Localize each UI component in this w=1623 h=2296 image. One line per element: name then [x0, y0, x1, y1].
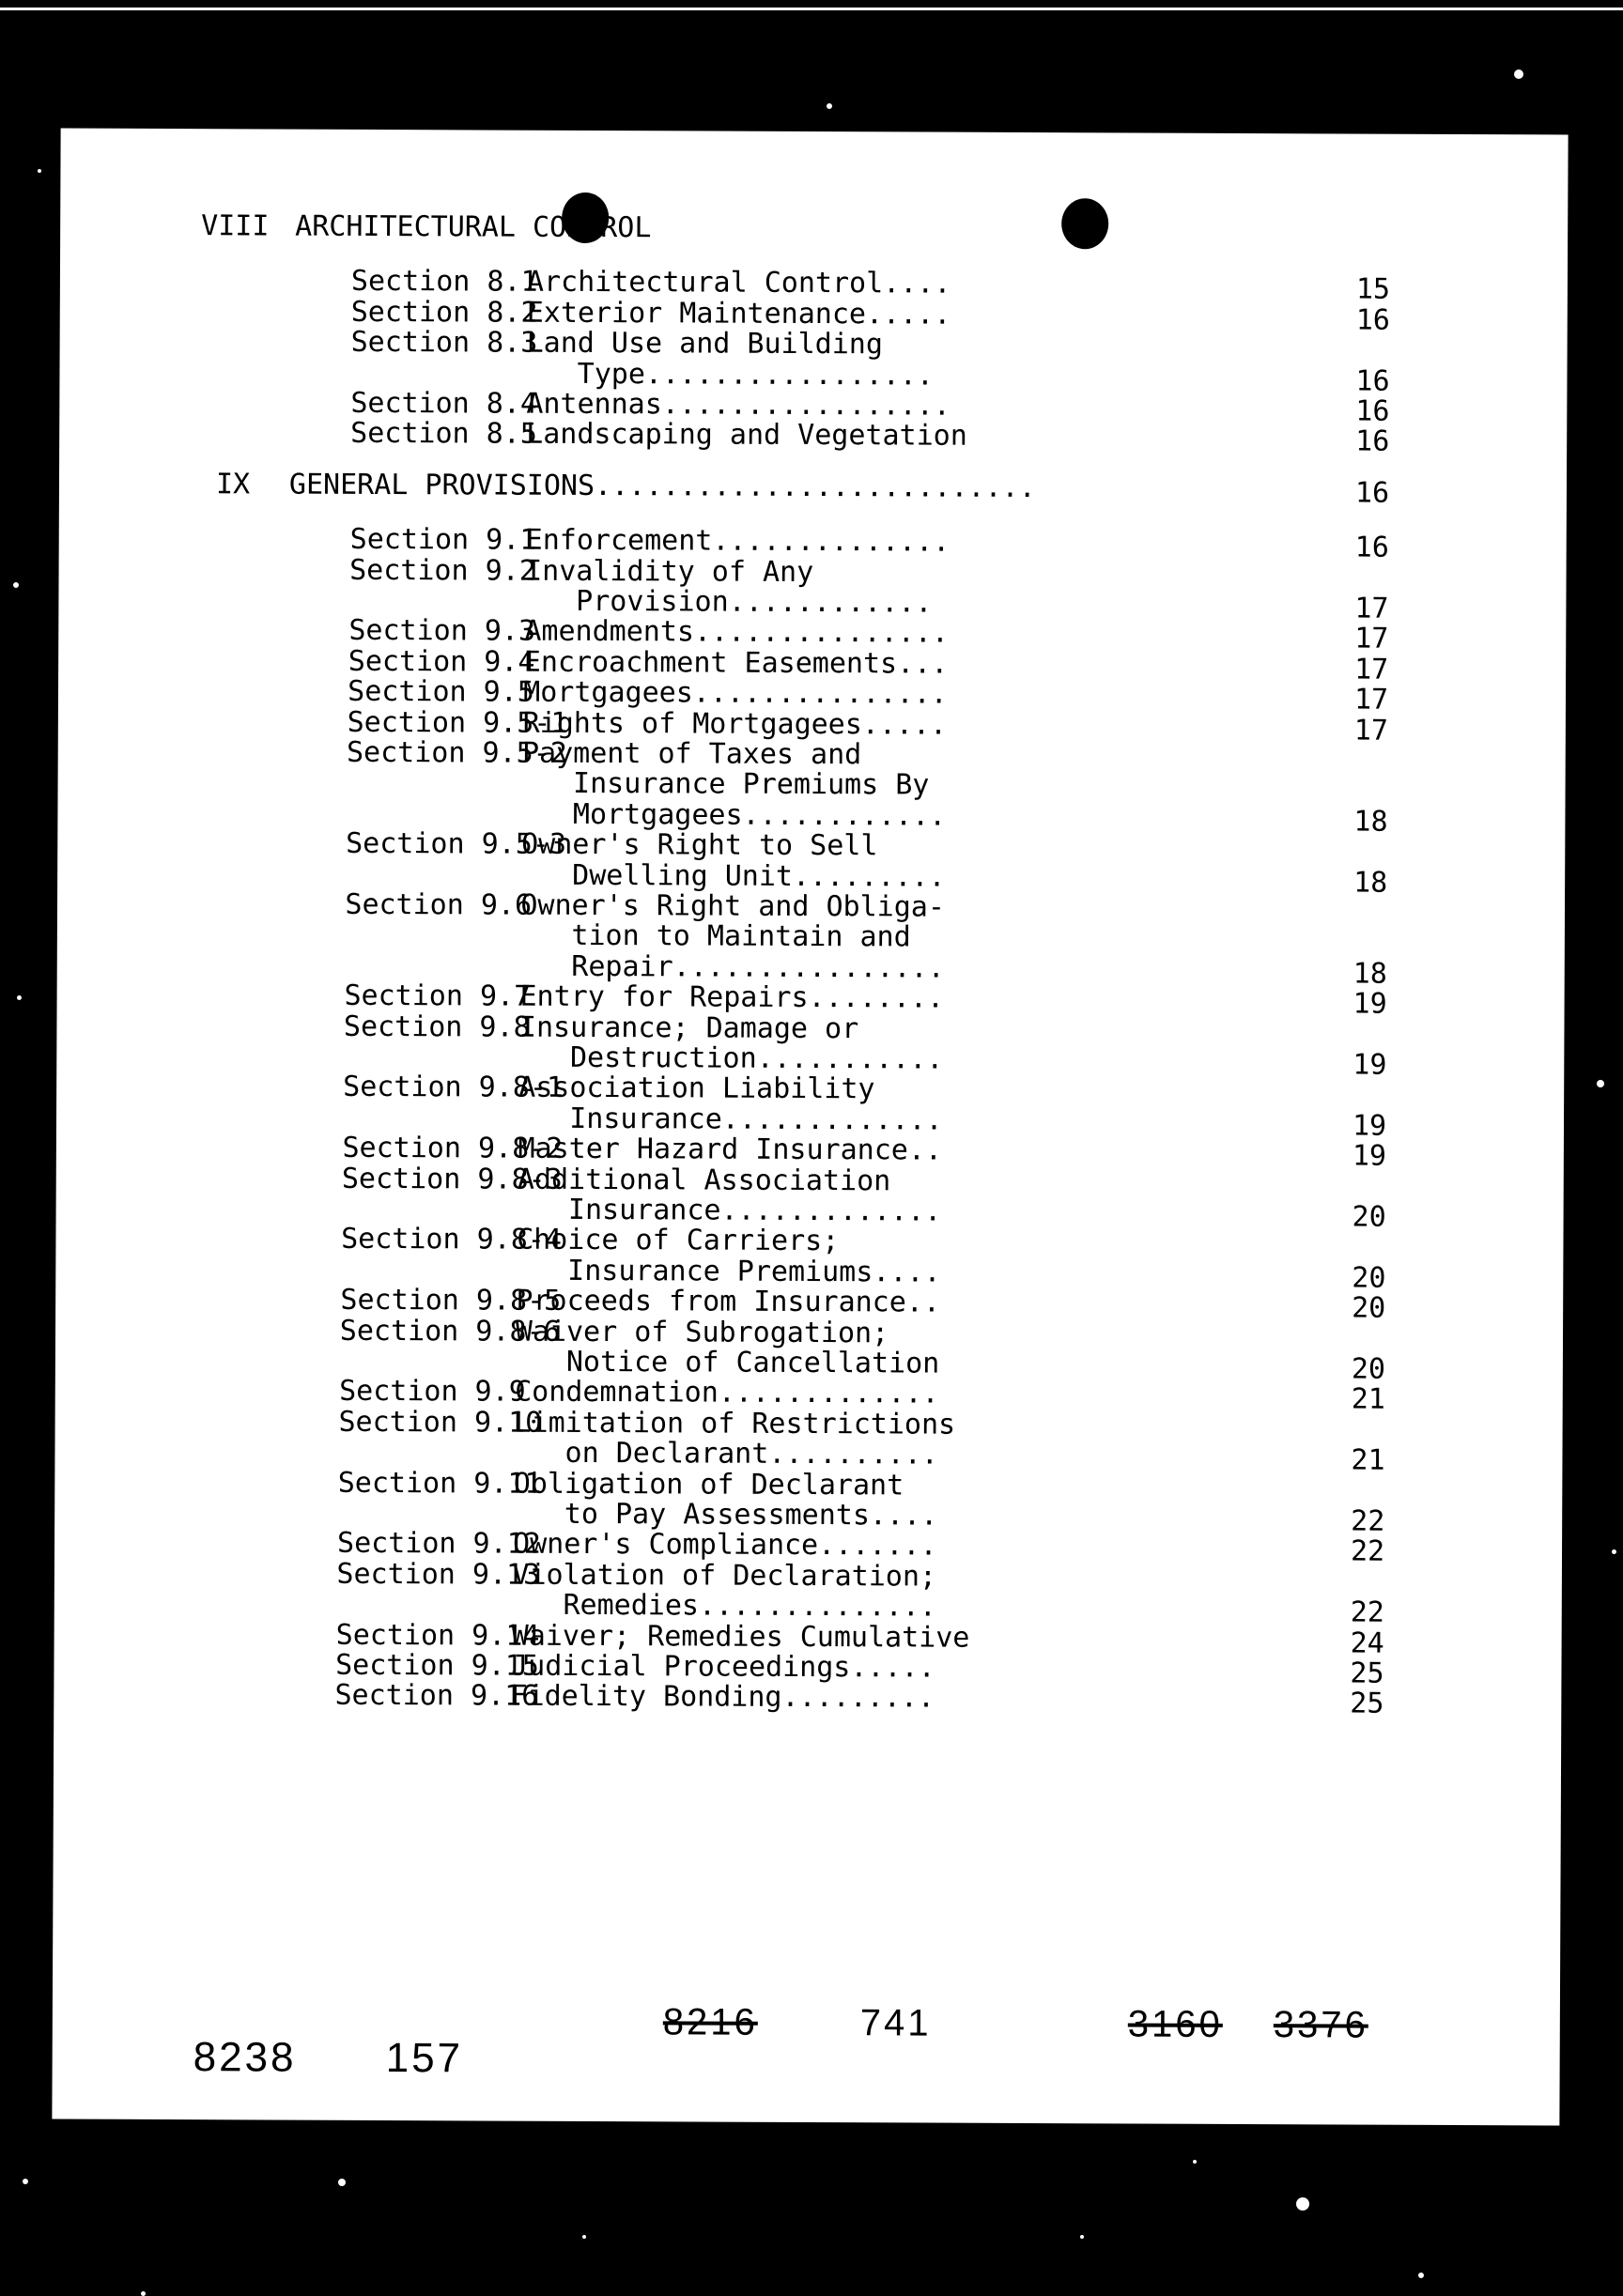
section-title-line: on Declarant..........	[514, 1436, 938, 1472]
section-title-line: Insurance.............	[518, 1102, 943, 1137]
section-title-line: Choice of Carriers;	[517, 1224, 840, 1258]
struck-book-number-2: 3160	[1127, 2003, 1223, 2045]
section-page-number: 17	[1354, 622, 1389, 656]
section-title-line: Waiver of Subrogation;	[515, 1315, 889, 1349]
section-page-number: 19	[1352, 1139, 1387, 1173]
section-page-number: 18	[1353, 866, 1388, 900]
section-label: Section 9.6	[345, 887, 533, 922]
section-page-number: 17	[1353, 714, 1389, 747]
section-title-line: Payment of Taxes and	[521, 736, 862, 772]
section-title-line: Mortgagees............	[521, 797, 947, 833]
section-title-line: Rights of Mortgagees.....	[522, 706, 948, 742]
scan-speck	[141, 2291, 146, 2296]
section-title-line: Dwelling Unit.........	[520, 858, 946, 894]
scan-speck	[1296, 2197, 1309, 2211]
section-title-line: Entry for Repairs........	[519, 979, 945, 1015]
section-page-number: 16	[1355, 394, 1390, 428]
section-page-number: 18	[1353, 805, 1388, 839]
section-title-line: Destruction...........	[518, 1040, 944, 1076]
scan-speck	[1514, 69, 1523, 79]
section-title-line: Encroachment Easements...	[523, 645, 949, 681]
section-title-line: Mortgagees...............	[523, 675, 948, 711]
section-page-number: 16	[1355, 424, 1390, 459]
section-label: Section 9.8-3	[341, 1162, 563, 1196]
section-label: Section 9.9	[339, 1375, 526, 1410]
section-title-line: Notice of Cancellation	[515, 1345, 940, 1380]
section-label: Section 9.13	[336, 1557, 541, 1592]
section-page-number: 25	[1350, 1657, 1384, 1690]
section-label: Section 9.16	[334, 1679, 539, 1714]
section-page-number: 22	[1350, 1534, 1385, 1569]
section-title-line: Limitation of Restrictions	[514, 1406, 956, 1441]
section-page-number: 21	[1351, 1443, 1385, 1477]
section-page-number: 19	[1352, 1109, 1387, 1143]
document-page	[52, 129, 1568, 2126]
section-page-number: 16	[1355, 364, 1390, 398]
section-title-line: tion to Maintain and	[520, 919, 911, 954]
section-label: Section 9.2	[349, 553, 536, 588]
section-title-line: Judicial Proceedings.....	[511, 1649, 935, 1685]
scan-speck	[23, 2179, 28, 2184]
section-page-number: 22	[1350, 1595, 1384, 1629]
section-label: Section 8.5	[350, 417, 537, 452]
section-label: Section 9.8-4	[341, 1223, 563, 1257]
article-page-number: 16	[1354, 476, 1390, 510]
section-label: Section 8.1	[350, 265, 538, 300]
section-title-line: Architectural Control....	[526, 266, 951, 301]
section-label: Section 9.5-1	[347, 705, 568, 740]
scan-speck	[338, 2179, 346, 2186]
section-page-number: 20	[1352, 1261, 1386, 1295]
section-title-line: Association Liability	[518, 1071, 875, 1106]
section-page-number: 17	[1354, 653, 1389, 686]
section-page-number: 25	[1350, 1687, 1384, 1721]
section-label: Section 9.8-5	[340, 1284, 562, 1318]
section-page-number: 20	[1351, 1352, 1386, 1386]
section-title-line: Owner's Right to Sell	[521, 827, 878, 863]
section-label: Section 8.2	[350, 295, 538, 330]
section-page-number: 15	[1355, 272, 1391, 307]
section-title-line: Fidelity Bonding.........	[510, 1680, 935, 1715]
section-title-line: Insurance.............	[517, 1193, 942, 1228]
section-title-line: Master Hazard Insurance..	[518, 1132, 943, 1167]
table-of-contents	[61, 129, 1569, 1721]
section-page-number: 16	[1355, 303, 1390, 337]
section-label: Section 8.4	[350, 386, 538, 421]
section-label: Section 9.8-6	[339, 1314, 561, 1348]
scan-speck	[1612, 1549, 1616, 1554]
section-label: Section 9.7	[344, 979, 532, 1013]
section-page-number: 19	[1352, 987, 1387, 1021]
section-label: Section 9.4	[348, 644, 535, 679]
section-label: Section 9.8-2	[342, 1132, 564, 1166]
section-title-line: Remedies..............	[512, 1588, 936, 1624]
section-title-line: Enforcement..............	[525, 523, 951, 559]
section-title-line: Insurance Premiums By	[521, 767, 930, 802]
section-title-line: to Pay Assessments....	[513, 1497, 938, 1533]
section-page-number: 17	[1353, 683, 1389, 717]
section-page-number: 20	[1352, 1291, 1386, 1325]
scan-speck	[17, 995, 22, 1000]
section-label: Section 9.11	[337, 1466, 542, 1501]
section-title-line: Repair................	[520, 949, 945, 985]
section-title-line: Provision............	[524, 584, 933, 620]
section-page-number: 20	[1352, 1200, 1386, 1234]
page-number: 157	[385, 2035, 464, 2082]
section-page-number: 19	[1352, 1048, 1387, 1082]
section-title-line: Owner's Right and Obliga-	[520, 888, 946, 924]
section-label: Section 9.8	[343, 1009, 531, 1044]
section-page-number: 21	[1351, 1382, 1385, 1417]
struck-book-number-1: 8216	[662, 2001, 758, 2043]
section-label: Section 9.5-3	[346, 827, 567, 862]
section-title-line: Insurance; Damage or	[518, 1010, 859, 1045]
section-page-number: 22	[1351, 1504, 1385, 1538]
section-title-line: Additional Association	[517, 1163, 891, 1197]
section-label: Section 8.3	[350, 326, 538, 360]
scan-speck	[38, 169, 41, 173]
scan-speck	[582, 2235, 586, 2239]
punch-hole-right	[1061, 198, 1108, 249]
section-title-line: Landscaping and Vegetation	[526, 418, 967, 454]
section-title-line: Owner's Compliance.......	[512, 1528, 937, 1563]
section-label: Section 9.10	[338, 1405, 543, 1440]
section-label: Section 9.3	[348, 614, 536, 649]
scan-speck	[1597, 1080, 1604, 1087]
section-label: Section 9.5	[348, 675, 534, 709]
struck-page-number-2: 3376	[1273, 2004, 1368, 2046]
section-title-line: Condemnation.............	[515, 1376, 939, 1410]
section-label: Section 9.8-1	[343, 1071, 564, 1105]
scan-edge-line	[0, 8, 1623, 10]
section-label: Section 9.5-2	[346, 735, 567, 770]
section-title-line: Proceeds from Insurance..	[516, 1284, 941, 1319]
section-label: Section 9.12	[336, 1527, 541, 1562]
section-title-line: Violation of Declaration;	[512, 1558, 937, 1594]
article-title: ARCHITECTURAL CONTROL	[295, 209, 652, 245]
section-title-line: Type.................	[526, 357, 935, 393]
scan-speck	[13, 582, 19, 588]
article-title: GENERAL PROVISIONS..........................	[288, 468, 1036, 504]
section-title-line: Land Use and Building	[526, 326, 884, 362]
section-title-line: Antennas.................	[526, 387, 951, 423]
section-page-number: 17	[1354, 592, 1389, 625]
section-page-number: 16	[1354, 531, 1389, 564]
scan-speck	[1193, 2160, 1197, 2164]
scan-speck	[1080, 2235, 1084, 2239]
scan-speck	[1465, 169, 1470, 174]
section-title-line: Invalidity of Any	[525, 554, 814, 589]
section-title-line: Obligation of Declarant	[513, 1467, 904, 1502]
section-label: Section 9.14	[335, 1618, 540, 1653]
section-label: Section 9.15	[335, 1648, 539, 1683]
section-title-line: Insurance Premiums....	[516, 1254, 941, 1289]
section-page-number: 18	[1352, 957, 1387, 991]
section-page-number: 24	[1350, 1626, 1384, 1660]
book-number: 8238	[193, 2034, 297, 2081]
section-title-line: Amendments...............	[524, 615, 950, 651]
section-title-line: Waiver; Remedies Cumulative	[511, 1619, 970, 1655]
scan-speck	[827, 103, 832, 109]
scan-speck	[1418, 2273, 1424, 2278]
section-label: Section 9.1	[349, 523, 537, 557]
article-number: VIII	[201, 209, 270, 243]
recording-page-number: 741	[859, 2002, 932, 2044]
article-number: IX	[215, 468, 251, 501]
section-title-line: Exterior Maintenance.....	[526, 296, 951, 331]
